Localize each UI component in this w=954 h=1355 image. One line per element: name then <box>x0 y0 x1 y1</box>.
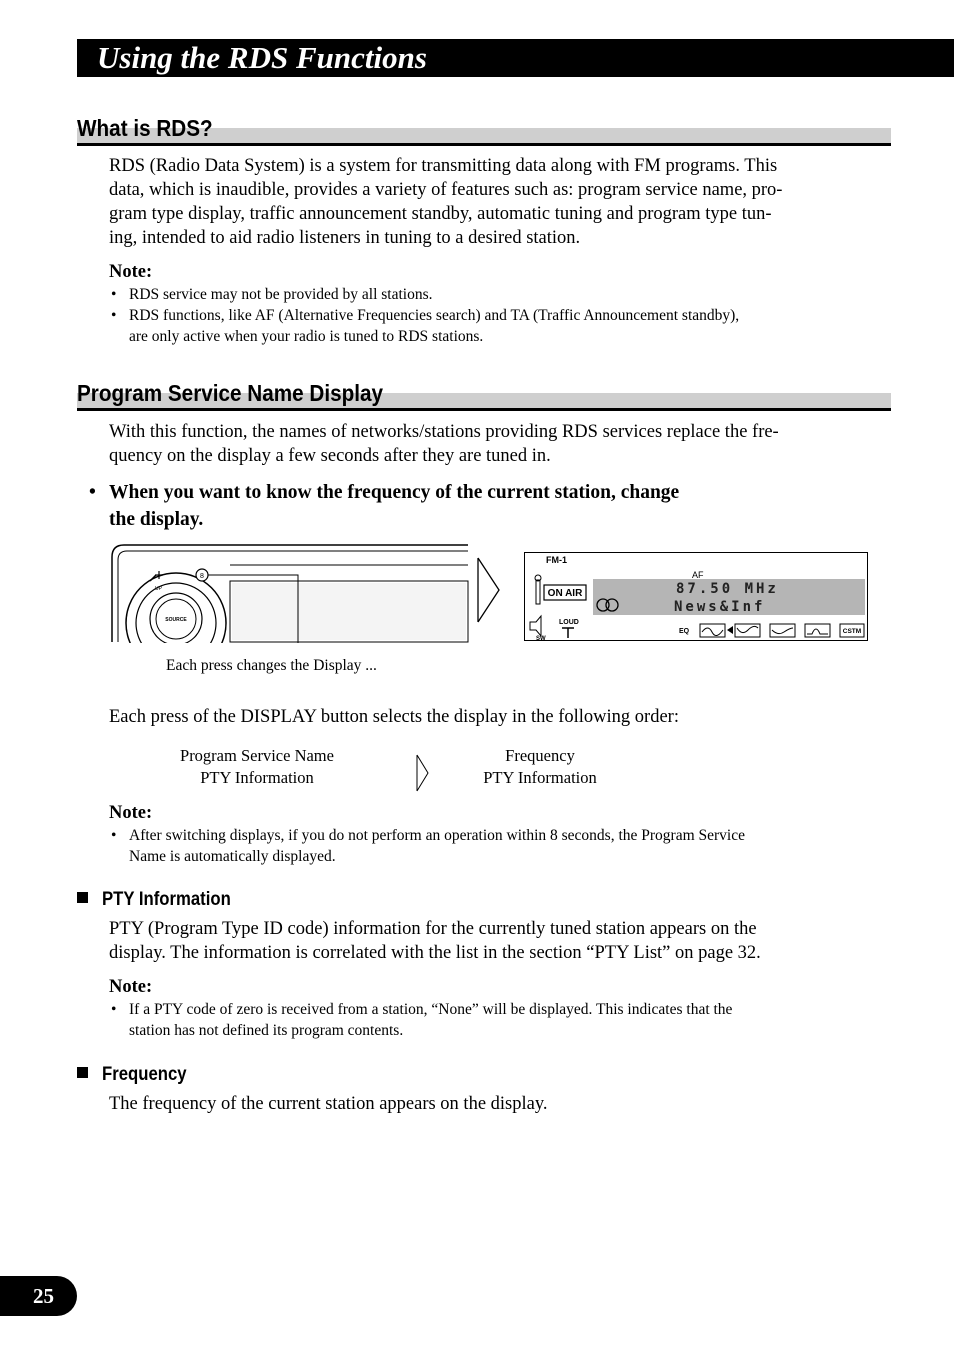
subheading-text: Frequency <box>102 1064 187 1085</box>
order-to-line: PTY Information <box>483 768 597 787</box>
chapter-header-bar <box>77 39 954 77</box>
note-line: station has not defined its program contents. <box>129 1022 404 1039</box>
section-heading-text: Program Service Name Display <box>77 380 384 406</box>
instruction-line: the display. <box>109 509 204 530</box>
order-to <box>440 745 640 789</box>
note-line: are only active when your radio is tuned to RDS stations. <box>129 328 484 345</box>
af-indicator: AF <box>692 570 704 580</box>
paragraph-line: display. The information is correlated with the list in the section “PTY List” on page 32. <box>109 943 761 963</box>
note-line: RDS service may not be provided by all stations. <box>129 286 433 303</box>
section-heading-program-service-name <box>77 379 891 413</box>
chevron-right-icon <box>416 754 430 792</box>
head-unit-illustration <box>110 543 470 643</box>
section-heading-what-is-rds <box>77 114 891 148</box>
note-line: RDS functions, like AF (Alternative Frequencies search) and TA (Traffic Announcement standby), <box>129 307 740 324</box>
section-heading-text: What is RDS? <box>77 115 213 141</box>
paragraph-line: With this function, the names of networks/stations providing RDS services replace the fre- <box>109 422 779 442</box>
rds-intro-paragraph <box>109 154 869 250</box>
instruction-bullet <box>89 479 809 533</box>
cstm-indicator: CSTM <box>842 628 862 635</box>
square-bullet-icon <box>77 1067 88 1078</box>
instruction-line: When you want to know the frequency of the current station, change <box>109 482 680 503</box>
bullet: • <box>111 1001 117 1018</box>
paragraph-line: RDS (Radio Data System) is a system for transmitting data along with FM programs. This <box>109 156 778 176</box>
bullet: • <box>111 307 117 324</box>
lcd-display-illustration <box>524 552 868 641</box>
note-item <box>109 999 869 1041</box>
page-number: 25 <box>0 1276 77 1316</box>
bullet: • <box>111 286 117 303</box>
figure-caption: Each press changes the Display ... <box>166 657 377 674</box>
note-item <box>109 825 869 867</box>
bullet: • <box>111 827 117 844</box>
order-from <box>152 745 362 789</box>
note-label: Note: <box>109 803 153 823</box>
sw-indicator: SW <box>536 636 546 641</box>
note-label: Note: <box>109 977 153 997</box>
subheading-frequency <box>77 1063 198 1087</box>
frequency-paragraph: The frequency of the current station appears on the display. <box>109 1094 548 1114</box>
note-line: After switching displays, if you do not perform an operation within 8 seconds, the Program Service <box>129 827 745 844</box>
paragraph-line: data, which is inaudible, provides a variety of features such as: program service name, pro- <box>109 180 783 200</box>
note-line: If a PTY code of zero is received from a station, “None” will be displayed. This indicates that the <box>129 1001 733 1018</box>
order-to-line: Frequency <box>505 746 575 765</box>
band-indicator: FM-1 <box>546 555 567 565</box>
psn-intro-paragraph <box>109 420 869 468</box>
knob-small-label: UP <box>155 586 162 592</box>
lcd-ps-name: News&Inf <box>674 599 766 615</box>
note-item <box>109 284 869 305</box>
subheading-text: PTY Information <box>102 889 231 910</box>
note-item <box>109 305 869 347</box>
bullet: • <box>89 482 96 503</box>
order-from-line: Program Service Name <box>180 746 334 765</box>
order-intro: Each press of the DISPLAY button selects the display in the following order: <box>109 707 679 727</box>
subheading-pty-information <box>77 888 248 912</box>
paragraph-line: quency on the display a few seconds after they are tuned in. <box>109 446 551 466</box>
chapter-title: Using the RDS Functions <box>97 40 427 75</box>
paragraph-line: PTY (Program Type ID code) information for the currently tuned station appears on the <box>109 919 757 939</box>
loud-indicator: LOUD <box>559 619 579 626</box>
square-bullet-icon <box>77 892 88 903</box>
note-label: Note: <box>109 262 153 282</box>
source-knob-label: SOURCE <box>165 617 187 623</box>
eq-indicator: EQ <box>679 628 690 635</box>
chevron-right-icon <box>476 556 502 624</box>
order-from-line: PTY Information <box>200 768 314 787</box>
note-line: Name is automatically displayed. <box>129 848 336 865</box>
on-air-indicator: ON AIR <box>547 588 583 599</box>
display-button-label: 8 <box>200 573 204 580</box>
pty-paragraph <box>109 917 869 965</box>
lcd-frequency: 87.50 MHz <box>676 581 779 597</box>
paragraph-line: gram type display, traffic announcement standby, automatic tuning and program type tun- <box>109 204 772 224</box>
paragraph-line: ing, intended to aid radio listeners in tuning to a desired station. <box>109 228 581 248</box>
